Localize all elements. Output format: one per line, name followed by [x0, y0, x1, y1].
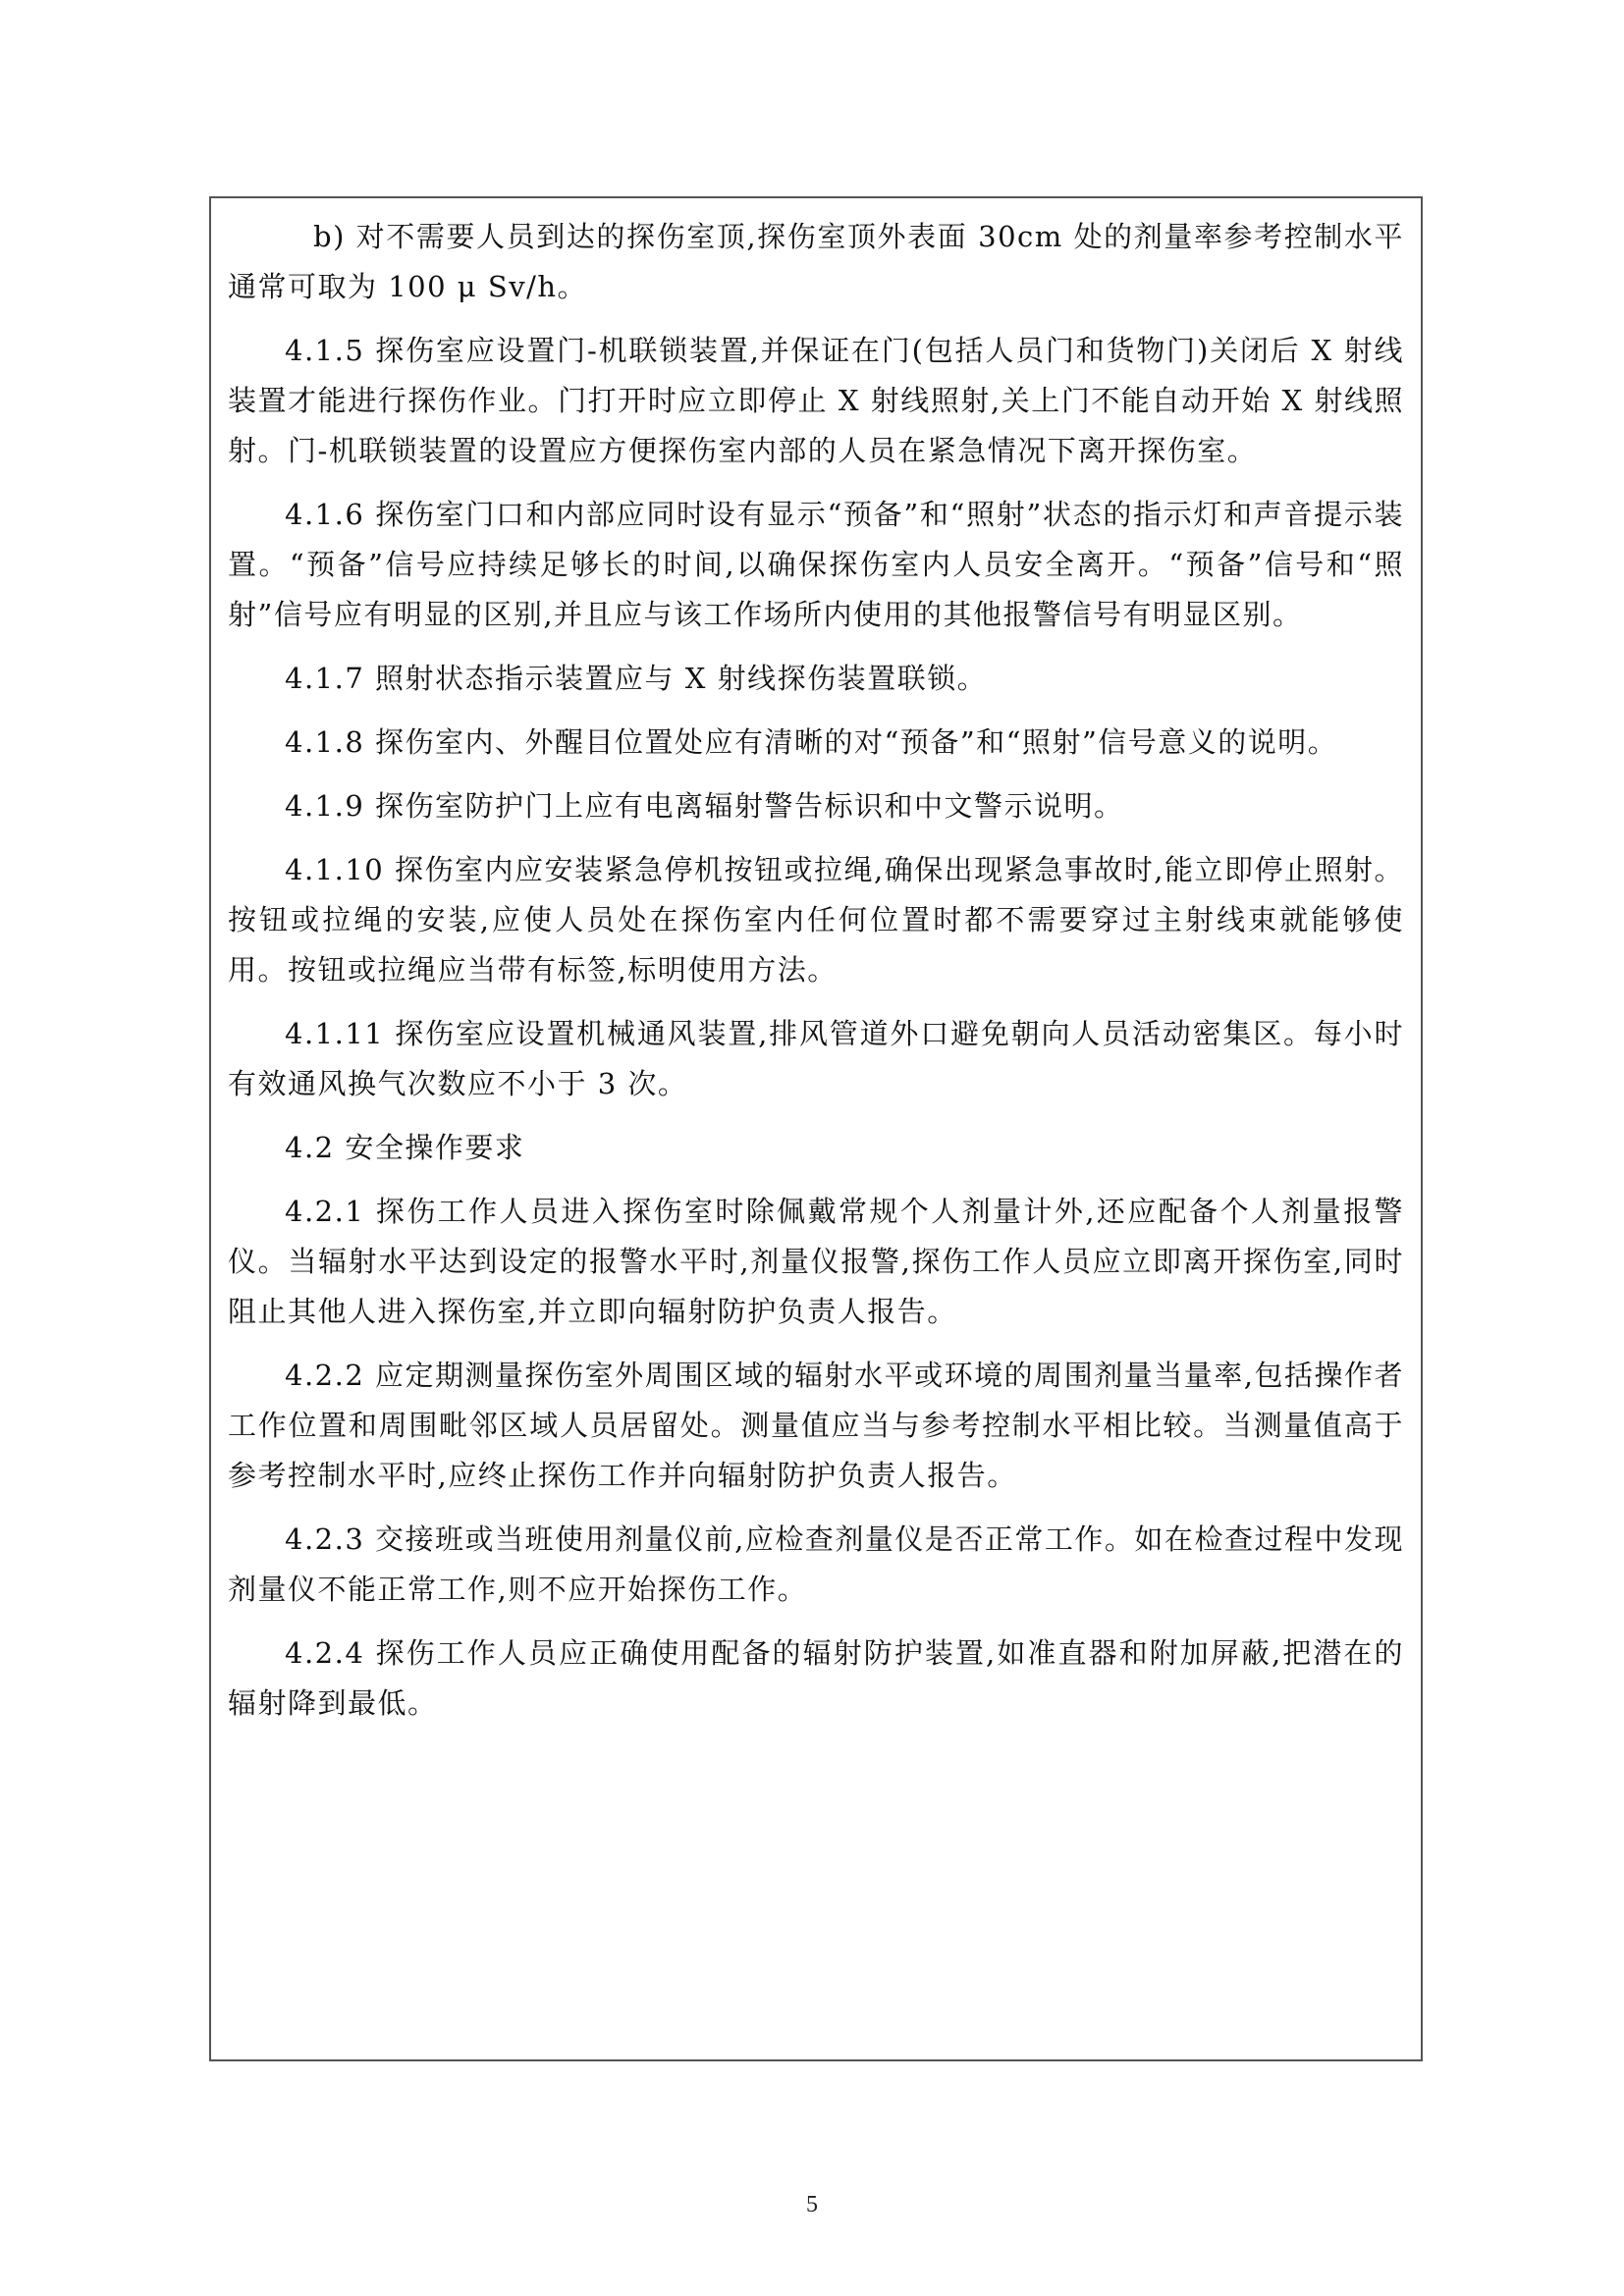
content-frame: [209, 196, 1423, 2061]
paragraph-4-1-7: 4.1.7 照射状态指示装置应与 X 射线探伤装置联锁。: [285, 662, 988, 695]
document-body: [228, 212, 1404, 1742]
paragraph-4-1-10: 4.1.10 探伤室内应安装紧急停机按钮或拉绳,确保出现紧急事故时,能立即停止照射。按钮或拉绳的安装,应使人员处在探伤室内任何位置时都不需要穿过主射线束就能够使用。按钮或拉绳应当带有标签,标明使用方法。: [228, 853, 1404, 987]
paragraph-4-2-1: 4.2.1 探伤工作人员进入探伤室时除佩戴常规个人剂量计外,还应配备个人剂量报警仪。当辐射水平达到设定的报警水平时,剂量仪报警,探伤工作人员应立即离开探伤室,同时阻止其他人进入探伤室,并立即向辐射防护负责人报告。: [228, 1195, 1404, 1328]
paragraph-4-2-3: 4.2.3 交接班或当班使用剂量仪前,应检查剂量仪是否正常工作。如在检查过程中发现剂量仪不能正常工作,则不应开始探伤工作。: [228, 1522, 1404, 1606]
paragraph-4-1-9: 4.1.9 探伤室防护门上应有电离辐射警告标识和中文警示说明。: [285, 789, 1124, 823]
paragraph-4-1-8: 4.1.8 探伤室内、外醒目位置处应有清晰的对“预备”和“照射”信号意义的说明。: [285, 725, 1338, 759]
page-number: 5: [806, 2192, 818, 2217]
paragraph-4-1-6: 4.1.6 探伤室门口和内部应同时设有显示“预备”和“照射”状态的指示灯和声音提示装置。“预备”信号应持续足够长的时间,以确保探伤室内人员安全离开。“预备”信号和“照射”信号应有明显的区别,并且应与该工作场所内使用的其他报警信号有明显区别。: [228, 498, 1404, 631]
paragraph-4-1-11: 4.1.11 探伤室应设置机械通风装置,排风管道外口避免朝向人员活动密集区。每小时有效通风换气次数应不小于 3 次。: [228, 1017, 1404, 1100]
paragraph-4-2-2: 4.2.2 应定期测量探伤室外周围区域的辐射水平或环境的周围剂量当量率,包括操作者工作位置和周围毗邻区域人员居留处。测量值应当与参考控制水平相比较。当测量值高于参考控制水平时,应终止探伤工作并向辐射防护负责人报告。: [228, 1359, 1404, 1492]
paragraph-4-1-5: 4.1.5 探伤室应设置门-机联锁装置,并保证在门(包括人员门和货物门)关闭后 X 射线装置才能进行探伤作业。门打开时应立即停止 X 射线照射,关上门不能自动开始 X 射线照射。门-机联锁装置的设置应方便探伤室内部的人员在紧急情况下离开探伤室。: [228, 334, 1404, 467]
section-heading-4-2: 4.2 安全操作要求: [285, 1131, 525, 1164]
paragraph-b-roof-dose-rate: b) 对不需要人员到达的探伤室顶,探伤室顶外表面 30cm 处的剂量率参考控制水平通常可取为 100 μ Sv/h。: [228, 220, 1404, 303]
paragraph-4-2-4: 4.2.4 探伤工作人员应正确使用配备的辐射防护装置,如准直器和附加屏蔽,把潜在的辐射降到最低。: [228, 1636, 1404, 1720]
